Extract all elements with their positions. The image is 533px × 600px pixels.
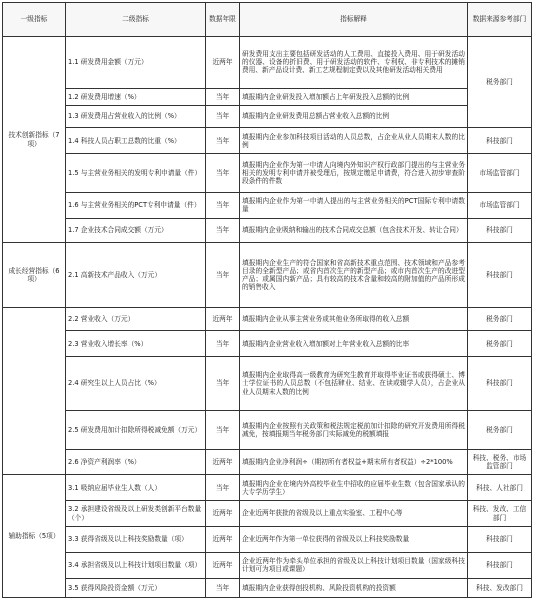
group-name-continued (3, 307, 66, 475)
group-name: 辅助指标（5项） (3, 475, 66, 598)
table-row (3, 192, 532, 218)
indicator-name: 1.7 企业技术合同成交额（万元） (66, 218, 206, 243)
data-source: 税务部门 (468, 331, 532, 357)
indicator-name: 1.2 研发费用增速（%） (66, 88, 206, 105)
data-source: 科技部门 (468, 243, 532, 307)
header-source: 数据来源参考部门 (468, 3, 532, 37)
indicator-explanation: 填报期内企业在境内外高校毕业生中招收的应届毕业生数（包含国家承认的大专学历学生） (240, 475, 468, 501)
indicator-name: 2.6 净资产利润率（%） (66, 449, 206, 475)
data-source: 科技部门 (468, 526, 532, 552)
data-source: 科技部门 (468, 128, 532, 154)
data-years: 当年 (206, 410, 240, 449)
data-years: 当年 (206, 128, 240, 154)
data-years: 当年 (206, 357, 240, 411)
table-row (3, 552, 532, 578)
table-row (3, 128, 532, 154)
indicator-explanation: 企业近两年作为第一单位获得的省级及以上科技奖励数量 (240, 526, 468, 552)
data-years: 近两年 (206, 552, 240, 578)
data-source: 科技部门 (468, 357, 532, 411)
header-years: 数据年限 (206, 3, 240, 37)
indicator-name: 3.1 吸纳应届毕业生人数（人） (66, 475, 206, 501)
data-source: 科技、发改部门 (468, 578, 532, 598)
data-years: 当年 (206, 218, 240, 243)
indicator-name: 2.4 研究生以上人员占比（%） (66, 357, 206, 411)
indicator-name: 2.1 高新技术产品收入（万元） (66, 243, 206, 307)
data-source: 科技部门 (468, 218, 532, 243)
indicator-explanation: 填报期内企业获得创投机构、风险投资机构的投资额 (240, 578, 468, 598)
data-years: 近两年 (206, 501, 240, 527)
table-row (3, 154, 532, 193)
table-row (3, 526, 532, 552)
data-source: 科技、发改、工信部门 (468, 501, 532, 527)
table-row (3, 331, 532, 357)
data-years: 当年 (206, 192, 240, 218)
data-years: 当年 (206, 475, 240, 501)
table-row (3, 105, 532, 128)
indicator-explanation: 填报期内企业净利润÷（期初所有者权益+期末所有者权益）÷2*100% (240, 449, 468, 475)
indicator-explanation: 填报期内企业参加科技项目活动的人员总数，占企业从业人员期末人数的比例 (240, 128, 468, 154)
indicator-name: 2.5 研发费用加计扣除所得税减免额（万元） (66, 410, 206, 449)
indicator-explanation: 研发费用支出主要包括研发活动的人工费用、直接投入费用、用于研发活动的仪器、设备的折旧费、用于研发活动的软件、专利权、非专利技术的摊销费用、新产品设计费、新工艺规程制定费以及其他研发活动相关费用 (240, 37, 468, 89)
indicator-explanation: 填报期内企业生产的符合国家和省高新技术重点范围、技术领域和产品参考目录的全新型产品；或省内首次生产的新型产品；或市内首次生产的改进型产品；或属国内新产品；具有较高的技术含量和较高的附加值的产品所形成的销售收入 (240, 243, 468, 307)
indicator-name: 2.2 营业收入（万元） (66, 307, 206, 331)
data-source: 税务部门 (468, 307, 532, 331)
data-years: 当年 (206, 154, 240, 193)
data-years: 近两年 (206, 449, 240, 475)
table-row (3, 449, 532, 475)
header-row (3, 3, 532, 37)
indicator-name: 1.6 与主营业务相关的PCT专利申请量（件） (66, 192, 206, 218)
data-source: 科技、税务、市场监管部门 (468, 449, 532, 475)
data-years: 近两年 (206, 37, 240, 89)
indicator-explanation: 填报期内企业吸纳和输出的技术合同成交总额（包含技术开发、转让合同） (240, 218, 468, 243)
table-row (3, 578, 532, 598)
data-years: 近两年 (206, 526, 240, 552)
table-row (3, 410, 532, 449)
indicator-explanation: 企业近两年获批的省级及以上重点实验室、工程中心等 (240, 501, 468, 527)
group-name: 技术创新指标（7项） (3, 37, 66, 243)
table-row (3, 307, 532, 331)
data-years: 近两年 (206, 307, 240, 331)
table-row (3, 475, 532, 501)
indicator-explanation: 填报期内企业营业收入增加额对上年营业收入总额的比率 (240, 331, 468, 357)
data-years: 当年 (206, 105, 240, 128)
indicator-explanation: 填报期内企业研发费用总额占营业收入总额的比例 (240, 105, 468, 128)
data-source: 税务部门 (468, 37, 532, 128)
indicator-explanation: 填报期内企业从事主营业务或其他业务所取得的收入总额 (240, 307, 468, 331)
table-row (3, 88, 532, 105)
indicator-name: 1.4 科技人员占职工总数的比重（%） (66, 128, 206, 154)
indicator-name: 3.4 承担省级及以上科技计划项目数量（项） (66, 552, 206, 578)
indicator-explanation: 填报期内企业作为第一申请人向境内外知识产权行政部门提出的与主营业务相关的发明专利申请并被受理后，按规定缴足申请费，符合进入初步审查阶段条件的件数 (240, 154, 468, 193)
data-source: 市场监管部门 (468, 192, 532, 218)
table-row (3, 37, 532, 89)
indicator-table (2, 2, 532, 598)
indicator-name: 2.3 营业收入增长率（%） (66, 331, 206, 357)
indicator-explanation: 企业近两年作为牵头单位承担的省级及以上科技计划项目数量（国家级科技计划可为项目或课题） (240, 552, 468, 578)
data-source: 科技部门 (468, 552, 532, 578)
indicator-explanation: 填报期内企业作为第一申请人提出的与主营业务相关的PCT国际专利申请数量 (240, 192, 468, 218)
indicator-explanation: 填报期内企业按照有关政策和税法规定税前加计扣除的研究开发费用所得税减免，按填报期当年税务部门实际减免的税额填报 (240, 410, 468, 449)
data-source: 税务部门 (468, 410, 532, 449)
header-level2: 二级指标 (66, 3, 206, 37)
header-level1: 一级指标 (3, 3, 66, 37)
table-row (3, 243, 532, 307)
indicator-explanation: 填报期内企业取得高一级教育为研究生教育并取得毕业证书或获得硕士、博士学位证书的人员总数（不包括肄业、结业、在读或辍学人员），占企业从业人员期末人数的比例 (240, 357, 468, 411)
indicator-name: 3.2 承担建设省级及以上研发类创新平台数量（个） (66, 501, 206, 527)
table-row (3, 501, 532, 527)
data-years: 当年 (206, 88, 240, 105)
table-row (3, 357, 532, 411)
indicator-name: 3.3 获得省级及以上科技奖励数量（项） (66, 526, 206, 552)
indicator-name: 3.5 获得风险投资金额（万元） (66, 578, 206, 598)
indicator-name: 1.3 研发费用占营业收入的比例（%） (66, 105, 206, 128)
data-source: 科技、人社部门 (468, 475, 532, 501)
data-source: 市场监管部门 (468, 154, 532, 193)
indicator-name: 1.5 与主营业务相关的发明专利申请量（件） (66, 154, 206, 193)
data-years: 当年 (206, 243, 240, 307)
table-row (3, 218, 532, 243)
group-name: 成长经营指标（6项） (3, 243, 66, 307)
data-years: 当年 (206, 331, 240, 357)
data-years: 当年 (206, 578, 240, 598)
indicator-name: 1.1 研发费用金额（万元） (66, 37, 206, 89)
indicator-explanation: 填报期内企业研发投入增加额占上年研发投入总额的比例 (240, 88, 468, 105)
header-explanation: 指标解释 (240, 3, 468, 37)
